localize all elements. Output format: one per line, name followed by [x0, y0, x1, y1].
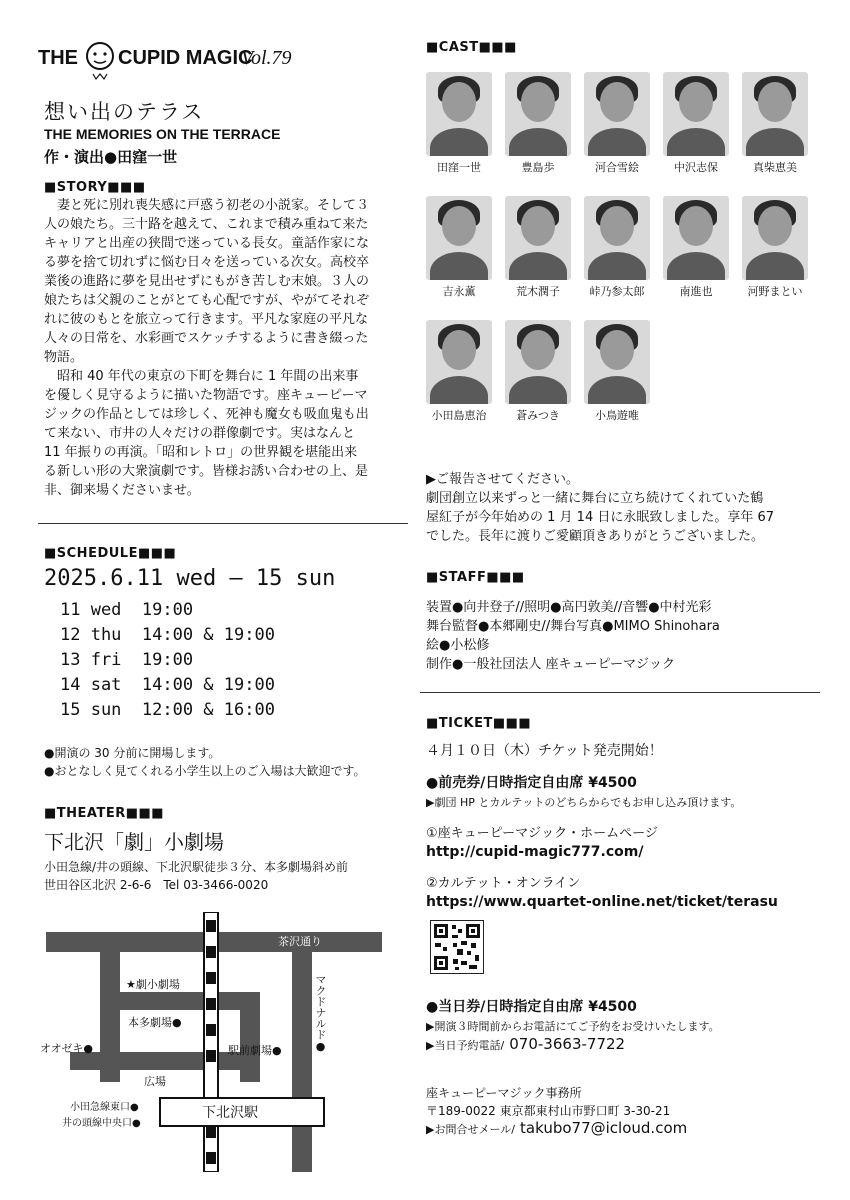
hp-url-link[interactable]: http://cupid-magic777.com/ [426, 844, 644, 860]
cast-photo [584, 320, 650, 404]
cast-photo [584, 196, 650, 280]
cast-member [420, 72, 498, 175]
cupid-logo-icon [38, 34, 298, 84]
cast-member [736, 72, 814, 175]
hp-label: ①座キューピーマジック・ホームページ [426, 826, 658, 841]
story-line: 非、御来場くださいませ。 [44, 483, 200, 498]
theater-name: 下北沢「劇」小劇場 [44, 830, 224, 854]
divider [420, 692, 820, 693]
staff-line: 舞台監督●本郷剛史//舞台写真●MIMO Shinohara [426, 619, 720, 634]
svg-text:Vol.79: Vol.79 [241, 47, 292, 69]
map-label-honda: 本多劇場● [128, 1016, 182, 1029]
cast-name: 南進也 [679, 285, 713, 298]
cast-member [578, 320, 656, 423]
story-line: キャリアと出産の狭間で迷っている長女。童話作家にな [44, 236, 370, 251]
access-map [40, 912, 400, 1172]
cast-member [499, 196, 577, 299]
story-line: 娘たちは父親のことがとても心配ですが、やがてそれぞ [44, 293, 370, 308]
cast-member [499, 320, 577, 423]
staff-line: 装置●向井登子//照明●高円敦美//音響●中村光彩 [426, 600, 712, 615]
quartet-url-link[interactable]: https://www.quartet-online.net/ticket/terasu [426, 894, 778, 910]
cast-photo [742, 72, 808, 156]
contact-label: ▶お問合せメール/ [426, 1123, 515, 1136]
qr-code-icon[interactable] [430, 920, 484, 974]
door-title: ●当日券/日時指定自由席 ¥4500 [426, 999, 637, 1015]
map-label-station: 下北沢駅 [202, 1105, 258, 1121]
notice-line: でした。長年に渡りご愛顧頂きありがとうございました。 [426, 529, 765, 544]
notice [426, 470, 826, 546]
schedule-rows [60, 598, 275, 723]
story-line: 昭和 40 年代の東京の下町を舞台に 1 年間の出来事 [44, 369, 359, 384]
map-label-chazawa: 茶沢通り [278, 935, 322, 948]
theater-address: 世田谷区北沢 2-6-6 Tel 03-3466-0020 [44, 878, 269, 892]
map-label-ekimae: 駅前劇場● [228, 1044, 282, 1057]
story-line: を優しく見守るように描いた物語です。座キューピーマ [44, 388, 368, 403]
schedule-row: 15 sun 12:00 & 16:00 [60, 700, 275, 720]
cast-photo [505, 320, 571, 404]
office-address: 〒189-0022 東京都東村山市野口町 3-30-21 [426, 1104, 671, 1118]
schedule-range: 2025.6.11 wed – 15 sun [44, 566, 336, 591]
notice-line: 劇団創立以来ずっと一緒に舞台に立ち続けてくれていた鶴 [426, 491, 764, 506]
cast-name: 中沢志保 [674, 161, 718, 174]
cast-name: 豊島歩 [521, 161, 555, 174]
story-line: 業後の進路に夢を見出せずにもがき苦しむ末娘。３人の [44, 274, 370, 289]
door-phone-row [426, 1034, 625, 1053]
map-label-ozeki: オオゼキ● [40, 1042, 93, 1055]
divider [38, 523, 408, 524]
schedule-note: ●おとなしく見てくれる小学生以上のご入場は大歓迎です。 [44, 764, 366, 778]
cast-photo [742, 196, 808, 280]
cast-heading: ■CAST■■■ [426, 40, 517, 55]
cast-name: 蒼みつき [516, 409, 560, 422]
map-label-odakyu: 小田急線東口● [70, 1102, 139, 1113]
schedule-row: 11 wed 19:00 [60, 600, 194, 620]
logo [38, 34, 298, 84]
schedule-row: 13 fri 19:00 [60, 650, 194, 670]
cast-name: 小田島恵治 [431, 409, 487, 422]
notice-line: ▶ご報告させてください。 [426, 472, 579, 487]
cast-photo [426, 320, 492, 404]
cast-name: 吉永薫 [442, 285, 476, 298]
cast-member [578, 72, 656, 175]
story-line: ジックの作品としては珍しく、死神も魔女も吸血鬼も出 [44, 407, 369, 422]
ticket-heading: ■TICKET■■■ [426, 716, 532, 731]
cast-grid [420, 72, 820, 452]
advance-note: ▶劇団 HP とカルテットのどちらからでもお申し込み頂けます。 [426, 796, 742, 809]
cast-photo [426, 72, 492, 156]
story-line: る新しい形の大衆演劇です。皆様お誘い合わせの上、是 [44, 464, 368, 479]
cast-name: 河合雪絵 [595, 161, 639, 174]
contact-row [426, 1118, 687, 1137]
credit: 作・演出●田窪一世 [44, 148, 178, 166]
map-label-inokashira: 井の頭線中央口● [62, 1118, 141, 1129]
door-note: ▶開演３時間前からお電話にてご予約をお受けいたします。 [426, 1020, 720, 1033]
ticket-release: ４月１０日（木）チケット発売開始！ [426, 743, 663, 759]
staff-list [426, 598, 720, 674]
cast-photo [505, 196, 571, 280]
cast-member [657, 196, 735, 299]
staff-line: 制作●一般社団法人 座キューピーマジック [426, 657, 675, 672]
theater-heading: ■THEATER■■■ [44, 806, 165, 821]
contact-email-link[interactable]: takubo77@icloud.com [520, 1119, 688, 1137]
cast-member [578, 196, 656, 299]
cast-name: 真柴恵美 [753, 161, 797, 174]
cast-name: 田窪一世 [437, 161, 481, 174]
staff-heading: ■STAFF■■■ [426, 570, 525, 585]
svg-text:CUPID MAGIC: CUPID MAGIC [118, 47, 253, 69]
notice-line: 屋紅子が今年始めの 1 月 14 日に永眠致しました。享年 67 [426, 510, 775, 525]
schedule-row: 12 thu 14:00 & 19:00 [60, 625, 275, 645]
schedule-note: ●開演の 30 分前に開場します。 [44, 746, 221, 760]
schedule-notes [44, 744, 366, 780]
door-phone[interactable]: 070-3663-7722 [509, 1035, 626, 1053]
cast-photo [663, 196, 729, 280]
cast-photo [505, 72, 571, 156]
play-title-en: THE MEMORIES ON THE TERRACE [44, 126, 281, 142]
office-name: 座キューピーマジック事務所 [426, 1086, 582, 1100]
story-line: 11 年振りの再演。「昭和レトロ」の世界観を堪能出来 [44, 445, 358, 460]
theater-access: 小田急線/井の頭線、下北沢駅徒歩３分、本多劇場斜め前 [44, 860, 349, 874]
story-line: れに彼のもとを旅立って行きます。平凡な家庭の平凡な [44, 312, 368, 327]
quartet-label: ②カルテット・オンライン [426, 876, 581, 891]
story-line: る夢を捨て切れずに悩む日々を送っている次女。高校卒 [44, 255, 370, 270]
cast-member [736, 196, 814, 299]
map-label-hiroba: 広場 [144, 1075, 166, 1088]
story-heading: ■STORY■■■ [44, 180, 146, 195]
story-text [44, 196, 410, 500]
cast-photo [584, 72, 650, 156]
story-line: 物語。 [44, 350, 84, 365]
cast-name: 峠乃参太郎 [589, 285, 645, 298]
door-phone-label: ▶当日予約電話/ [426, 1039, 505, 1052]
map-label-mcd: マクドナルド● [314, 974, 327, 1053]
staff-line: 絵●小松修 [426, 638, 490, 653]
play-title-jp: 想い出のテラス [44, 100, 205, 124]
map-label-geki: ★劇小劇場 [126, 978, 180, 991]
cast-photo [426, 196, 492, 280]
schedule-row: 14 sat 14:00 & 19:00 [60, 675, 275, 695]
svg-text:THE: THE [38, 47, 78, 69]
advance-title: ●前売券/日時指定自由席 ¥4500 [426, 775, 637, 791]
story-line: 人の娘たち。三十路を越えて、これまで積み重ねて来た [44, 217, 369, 232]
story-line: 人々の日常を、水彩画でスケッチするように書き綴った [44, 331, 369, 346]
cast-name: 河野まとい [747, 285, 803, 298]
cast-member [420, 320, 498, 423]
cast-member [420, 196, 498, 299]
cast-name: 荒木潤子 [516, 285, 560, 298]
cast-member [499, 72, 577, 175]
schedule-heading: ■SCHEDULE■■■ [44, 546, 177, 561]
cast-photo [663, 72, 729, 156]
cast-member [657, 72, 735, 175]
story-line: て来ない、市井の人々だけの群像劇です。実はなんと [44, 426, 355, 441]
cast-name: 小鳥遊唯 [595, 409, 639, 422]
story-line: 妻と死に別れ喪失感に戸惑う初老の小説家。そして３ [44, 198, 370, 213]
